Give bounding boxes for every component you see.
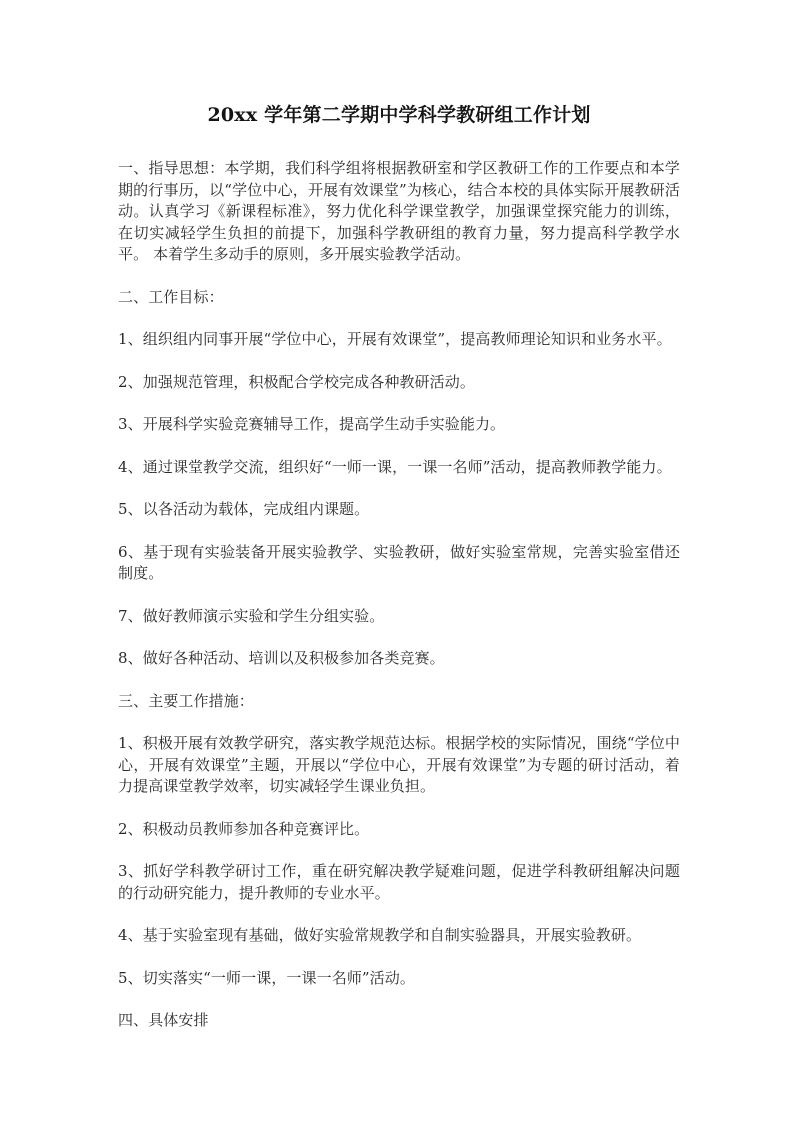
objective-item-5: 5、以各活动为载体，完成组内课题。 <box>118 500 370 518</box>
measure-item-2: 2、积极动员教师参加各种竞赛评比。 <box>118 819 370 838</box>
measure-item-1: 1、积极开展有效教学研究，落实教学规范达标。根据学校的实际情况，围绕“学位中心，开展有效课堂”主题，开展以“学位中心，开展有效课堂”为专题的研讨活动，着力提高课堂教学效率，切实减轻学生课业负担。 <box>118 734 680 795</box>
document-content-area <box>118 0 680 1032</box>
objective-item-6: 6、基于现有实验装备开展实验教学、实验教研，做好实验室常规，完善实验室借还制度。 <box>118 542 680 582</box>
measure-item-4: 4、基于实验室现有基础，做好实验常规教学和自制实验器具，开展实验教研。 <box>118 926 642 944</box>
page-title: 20xx 学年第二学期中学科学教研组工作计划 <box>207 104 591 126</box>
section-heading-specific-arrangements: 四、具体安排 <box>118 1011 209 1029</box>
section-heading-work-objectives: 二、工作目标： <box>118 287 224 306</box>
objective-item-1: 1、组织组内同事开展“学位中心，开展有效课堂”，提高教师理论知识和业务水平。 <box>118 330 672 348</box>
objective-item-2: 2、加强规范管理，积极配合学校完成各种教研活动。 <box>118 372 475 391</box>
measure-item-3: 3、抓好学科教学研讨工作，重在研究解决教学疑难问题，促进学科教研组解决问题的行动研究能力，提升教师的专业水平。 <box>118 862 680 902</box>
paragraph-guiding-thought: 一、指导思想：本学期，我们科学组将根据教研室和学区教研工作的工作要点和本学期的行事历，以“学位中心，开展有效课堂”为核心，结合本校的具体实际开展教研活动。认真学习《新课程标准》，努力优化科学课堂教学，加强课堂探究能力的训练，在切实减轻学生负担的前提下，加强科学教研组的教育力量，努力提高科学教学水平。 本着学生多动手的原则，多开展实验教学活动。 <box>118 159 680 263</box>
measure-item-5: 5、切实落实“一师一课，一课一名师”活动。 <box>118 968 415 987</box>
objective-item-4: 4、通过课堂教学交流，组织好“一师一课，一课一名师”活动，提高教师教学能力。 <box>118 457 672 476</box>
objective-item-7: 7、做好教师演示实验和学生分组实验。 <box>118 606 385 625</box>
objective-item-3: 3、开展科学实验竞赛辅导工作，提高学生动手实验能力。 <box>118 415 506 433</box>
section-heading-main-measures: 三、主要工作措施： <box>118 691 254 710</box>
objective-item-8: 8、做好各种活动、培训以及积极参加各类竞赛。 <box>118 649 445 667</box>
document-body <box>118 158 680 1032</box>
